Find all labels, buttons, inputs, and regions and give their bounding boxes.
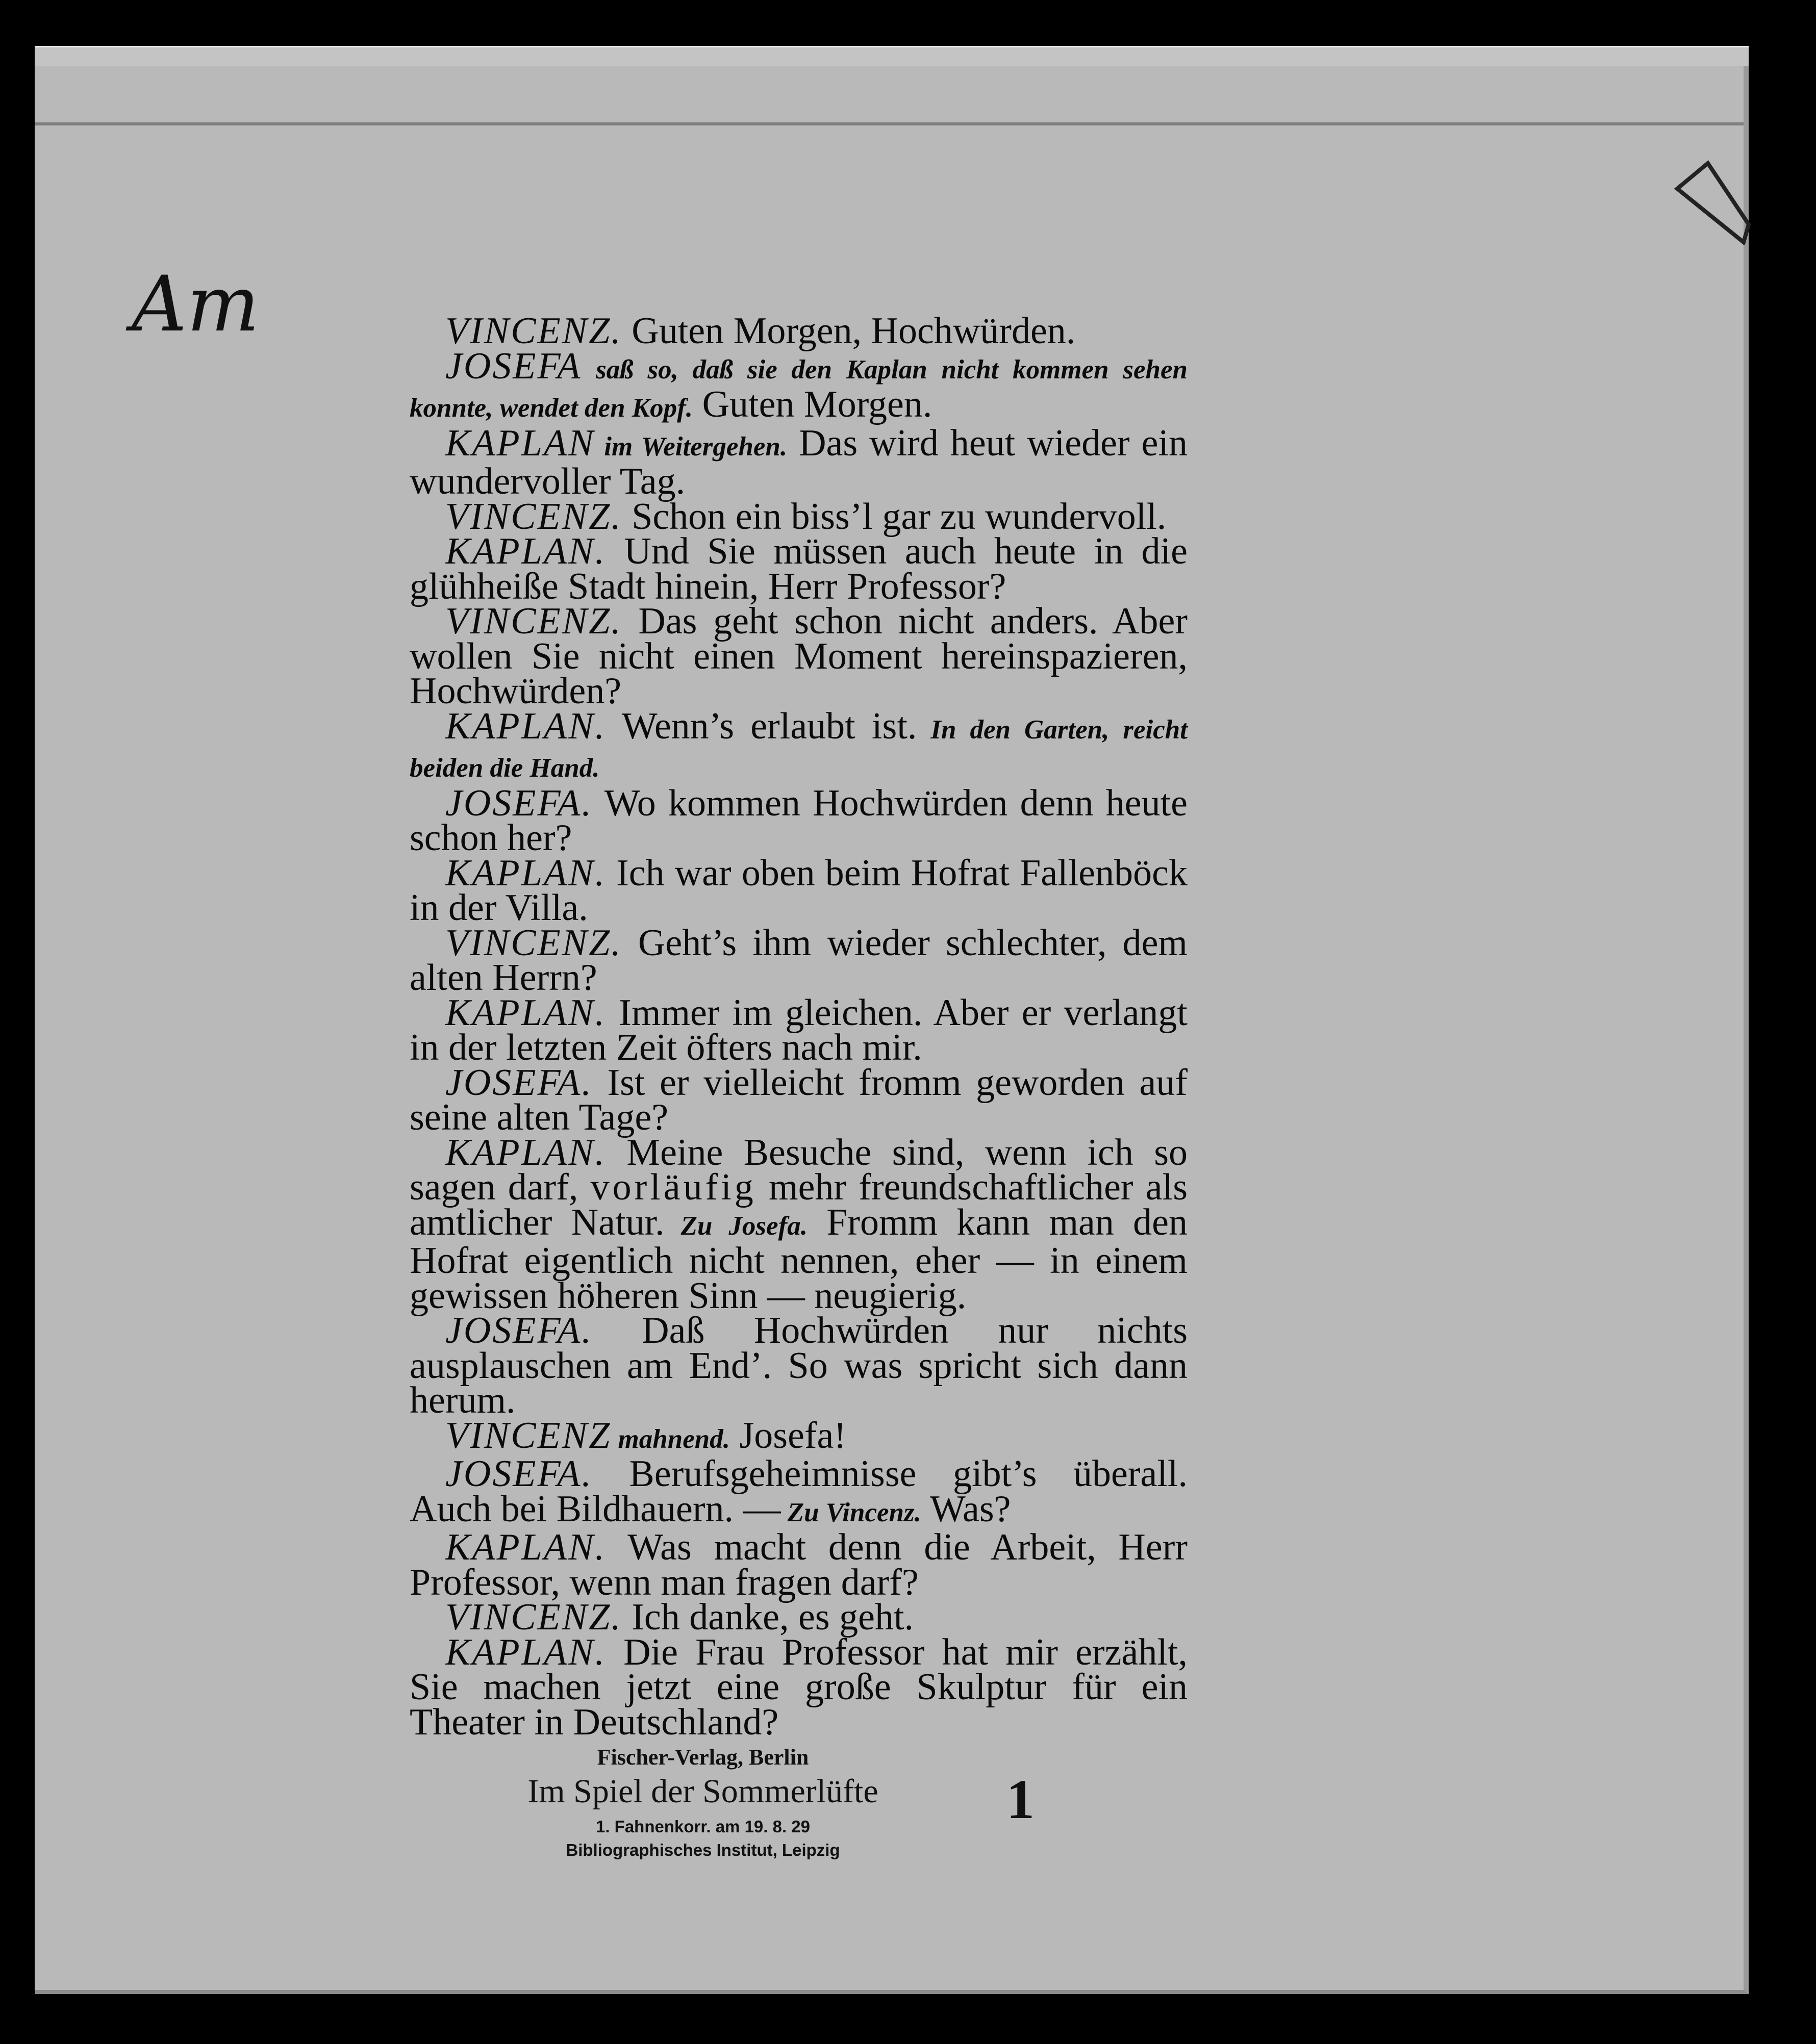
- folded-corner-icon: [1672, 158, 1754, 245]
- dialogue-line: VINCENZ. Geht’s ihm wieder schlechter, dem alten Herrn?: [410, 922, 1188, 999]
- publisher-line: Fischer-Verlag, Berlin: [597, 1745, 809, 1770]
- dialogue-line: JOSEFA. Berufsgeheimnisse gibt’s überall. Auch bei Bildhauern. — Zu Vincenz. Was?: [410, 1453, 1188, 1530]
- dialogue-line: VINCENZ. Ich danke, es geht.: [445, 1596, 914, 1638]
- dialogue-line: VINCENZ. Das geht schon nicht anders. Aber wollen Sie nicht einen Moment hereinspazieren, Hochwürden?: [410, 600, 1188, 712]
- book-title: Im Spiel der Sommerlüfte: [527, 1773, 878, 1810]
- dialogue-line: JOSEFA. Wo kommen Hochwürden denn heute schon her?: [410, 782, 1188, 859]
- dialogue-text: [410, 310, 1188, 1743]
- document-page: [35, 61, 1749, 1994]
- page-number: 1: [1006, 1768, 1035, 1830]
- dialogue-line: VINCENZ mahnend. Josefa!: [445, 1414, 847, 1457]
- printer-line: Bibliographisches Institut, Leipzig: [566, 1841, 840, 1859]
- dialogue-line: KAPLAN. Ich war oben beim Hofrat Fallenböck in der Villa.: [410, 852, 1188, 929]
- proof-date: 1. Fahnenkorr. am 19. 8. 29: [595, 1817, 811, 1836]
- dialogue-line: KAPLAN im Weitergehen. Das wird heut wieder ein wundervoller Tag.: [410, 422, 1188, 502]
- dialogue-line: VINCENZ. Schon ein biss’l gar zu wundervoll.: [445, 495, 1167, 538]
- dialogue-line: JOSEFA. Daß Hochwürden nur nichts ausplauschen am End’. So was spricht sich dann herum.: [410, 1310, 1188, 1421]
- proof-footer: [514, 1744, 892, 1860]
- dialogue-line: JOSEFA saß so, daß sie den Kaplan nicht kommen sehen konnte, wendet den Kopf. Guten Morgen.: [410, 345, 1188, 425]
- dialogue-line: KAPLAN. Immer im gleichen. Aber er verlangt in der letzten Zeit öfters nach mir.: [410, 991, 1188, 1068]
- dialogue-line: KAPLAN. Was macht denn die Arbeit, Herr Professor, wenn man fragen darf?: [410, 1526, 1188, 1603]
- dialogue-line: KAPLAN. Und Sie müssen auch heute in die glühheiße Stadt hinein, Herr Professor?: [410, 530, 1188, 607]
- dialogue-line: KAPLAN. Wenn’s erlaubt ist. In den Garten, reicht beiden die Hand.: [410, 705, 1188, 783]
- handwritten-initials: Am: [132, 260, 260, 349]
- dialogue-line: KAPLAN. Meine Besuche sind, wenn ich so sagen darf, vorläufig mehr freundschaftlicher als amtlicher Natur. Zu Josefa. Fromm kann man den Hofrat eigentlich nicht nennen, eher — in einem gewissen höheren Sinn — neugierig.: [410, 1131, 1188, 1317]
- dialogue-line: KAPLAN. Die Frau Professor hat mir erzählt, Sie machen jetzt eine große Skulptur für ein Theater in Deutschland?: [410, 1631, 1188, 1743]
- dialogue-line: JOSEFA. Ist er vielleicht fromm geworden auf seine alten Tage?: [410, 1061, 1188, 1138]
- dialogue-line: VINCENZ. Guten Morgen, Hochwürden.: [445, 310, 1076, 352]
